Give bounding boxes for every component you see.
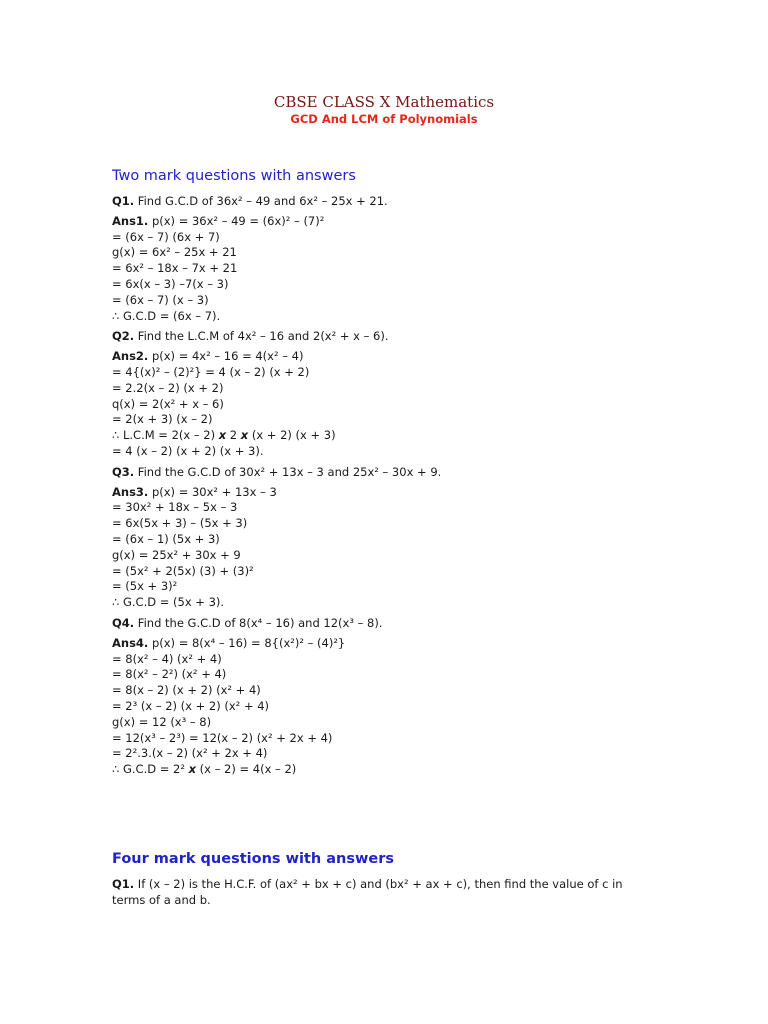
answer-line: g(x) = 25x² + 30x + 9 xyxy=(112,547,241,562)
section-heading-four-mark: Four mark questions with answers xyxy=(112,851,394,867)
answer-line: q(x) = 2(x² + x – 6) xyxy=(112,396,224,411)
answer-line-text: p(x) = 4x² – 16 = 4(x² – 4) xyxy=(148,349,304,364)
answer-label: Ans4. xyxy=(112,635,149,650)
four-mark-questions xyxy=(112,877,652,913)
question-text: If (x – 2) is the H.C.F. of (ax² + bx + c) and (bx² + ax + c), then find the value of c in terms of a and b. xyxy=(112,877,623,907)
answer xyxy=(112,485,672,611)
question-text: Find the L.C.M of 4x² – 16 and 2(x² + x – 6). xyxy=(134,329,389,344)
answer-line: g(x) = 6x² – 25x + 21 xyxy=(112,245,237,260)
answer-line: ∴ G.C.D = (5x + 3). xyxy=(112,595,225,610)
question-text: Find the G.C.D of 8(x⁴ – 16) and 12(x³ – 8). xyxy=(134,615,383,630)
answer-line: ∴ G.C.D = (6x – 7). xyxy=(112,308,221,323)
question xyxy=(112,194,672,210)
answer-line: = 30x² + 18x – 5x – 3 xyxy=(112,500,238,515)
answer-line: = 12(x³ – 2³) = 12(x – 2) (x² + 2x + 4) xyxy=(112,730,333,745)
answer-label: Ans2. xyxy=(112,349,149,364)
section-heading-two-mark: Two mark questions with answers xyxy=(112,168,356,184)
question-label: Q3. xyxy=(112,464,135,479)
question xyxy=(112,465,672,481)
answer-line: ∴ L.C.M = 2(x – 2) 𝙭 2 𝙭 (x + 2) (x + 3) xyxy=(112,428,336,443)
answer-line: = 6x² – 18x – 7x + 21 xyxy=(112,261,238,276)
answer-line: = 2².3.(x – 2) (x² + 2x + 4) xyxy=(112,746,268,761)
answer-line: = 8(x² – 4) (x² + 4) xyxy=(112,651,222,666)
answer-line: = (6x – 7) (6x + 7) xyxy=(112,229,220,244)
answer-line-text: p(x) = 8(x⁴ – 16) = 8{(x²)² – (4)²} xyxy=(148,635,346,650)
answer-line: = 2³ (x – 2) (x + 2) (x² + 4) xyxy=(112,698,270,713)
question-label: Q2. xyxy=(112,329,135,344)
answer-line-text: p(x) = 30x² + 13x – 3 xyxy=(148,484,277,499)
question xyxy=(112,616,672,632)
answer-line: = 8(x – 2) (x + 2) (x² + 4) xyxy=(112,683,261,698)
answer-line: ∴ G.C.D = 2² 𝙭 (x – 2) = 4(x – 2) xyxy=(112,762,297,777)
answer-line xyxy=(112,636,672,652)
document-title: CBSE CLASS X Mathematics xyxy=(273,93,495,111)
answer-line: = 4 (x – 2) (x + 2) (x + 3). xyxy=(112,443,264,458)
answer xyxy=(112,636,672,778)
answer xyxy=(112,214,672,325)
question xyxy=(112,877,652,909)
answer-label: Ans3. xyxy=(112,484,149,499)
answer-line: = (6x – 7) (x – 3) xyxy=(112,292,209,307)
question-label: Q1. xyxy=(112,194,135,208)
question xyxy=(112,329,672,345)
answer-line: = 6x(x – 3) –7(x – 3) xyxy=(112,276,229,291)
answer-line: = 2(x + 3) (x – 2) xyxy=(112,412,213,427)
answer-line xyxy=(112,214,672,230)
answer-line-text: p(x) = 36x² – 49 = (6x)² – (7)² xyxy=(148,213,325,228)
question-text: Find the G.C.D of 30x² + 13x – 3 and 25x² – 30x + 9. xyxy=(134,464,442,479)
question-text: Find G.C.D of 36x² – 49 and 6x² – 25x + 21. xyxy=(134,194,388,208)
question-label: Q1. xyxy=(112,877,135,891)
answer xyxy=(112,349,672,460)
answer-line: = 6x(5x + 3) – (5x + 3) xyxy=(112,516,248,531)
answer-line xyxy=(112,349,672,365)
answer-line: = 4{(x)² – (2)²} = 4 (x – 2) (x + 2) xyxy=(112,364,310,379)
document-subtitle: GCD And LCM of Polynomials xyxy=(290,112,478,126)
answer-line: g(x) = 12 (x³ – 8) xyxy=(112,714,212,729)
answer-line: = (6x – 1) (5x + 3) xyxy=(112,531,220,546)
answer-line: = (5x + 3)² xyxy=(112,579,178,594)
question-label: Q4. xyxy=(112,615,135,630)
two-mark-questions xyxy=(112,194,672,782)
answer-line: = 8(x² – 2²) (x² + 4) xyxy=(112,667,227,682)
answer-label: Ans1. xyxy=(112,213,149,228)
answer-line xyxy=(112,485,672,501)
answer-line: = 2.2(x – 2) (x + 2) xyxy=(112,380,224,395)
answer-line: = (5x² + 2(5x) (3) + (3)² xyxy=(112,563,254,578)
